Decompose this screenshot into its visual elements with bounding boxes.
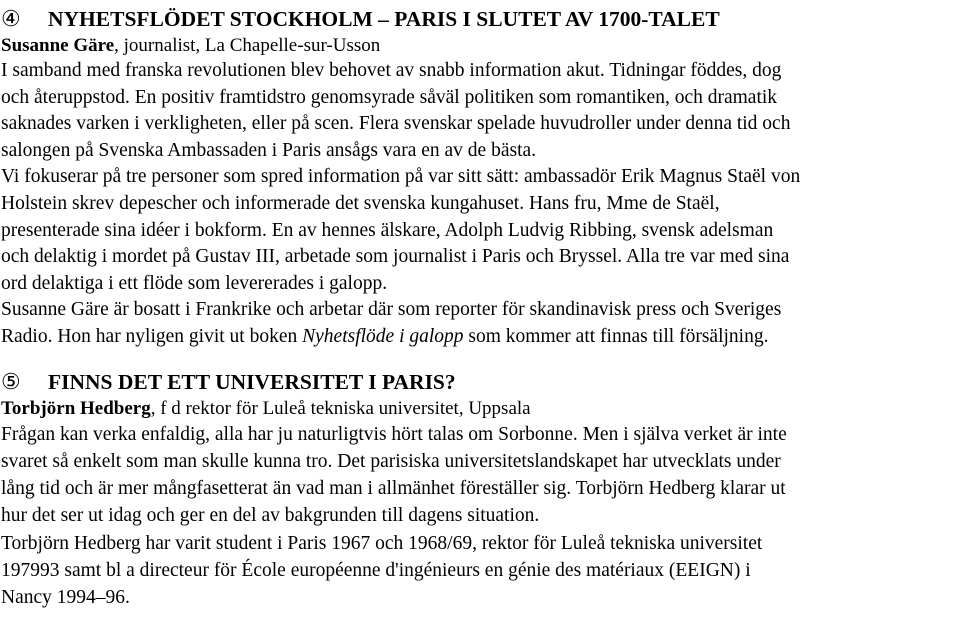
text-line: hur det ser ut idag och ger en del av bakgrunden till dagens situation. <box>1 505 540 527</box>
section-title: NYHETSFLÖDET STOCKHOLM – PARIS I SLUTET AV 1700-TALET <box>48 7 720 31</box>
text-line: Torbjörn Hedberg har varit student i Paris 1967 och 1968/69, rektor för Luleå tekniska universitet <box>1 532 763 554</box>
byline <box>1 397 959 421</box>
text-line: I samband med franska revolutionen blev behovet av snabb information akut. Tidningar föddes, dog <box>1 60 782 81</box>
section-heading <box>1 367 959 397</box>
text-line: Nancy 1994–96. <box>1 587 130 609</box>
text-line: saknades varken i verkligheten, eller på scen. Flera svenskar spelade huvudroller under denna tid och <box>1 113 791 135</box>
section-4 <box>1 4 959 351</box>
text-line: lång tid och är mer mångfasetterat än vad man i allmänhet föreställer sig. Torbjörn Hedberg klarar ut <box>1 478 786 500</box>
section-body <box>1 421 959 612</box>
author-affiliation: , journalist, La Chapelle-sur-Usson <box>114 35 381 56</box>
text-line: presenterade sina idéer i bokform. En av hennes älskare, Adolph Ludvig Ribbing, svensk adelsman <box>1 219 774 241</box>
section-heading <box>1 4 959 34</box>
text-line: ord delaktiga i ett flöde som levererades i galopp. <box>1 272 388 294</box>
text-line: Radio. Hon har nyligen givit ut boken Nyhetsflöde i galopp som kommer att finnas till försäljning. <box>1 325 769 347</box>
author-name: Susanne Gäre <box>1 35 115 56</box>
text-line: salongen på Svenska Ambassaden i Paris ansågs vara en av de bästa. <box>1 139 537 161</box>
section-5 <box>1 367 959 612</box>
author-affiliation: , f d rektor för Luleå tekniska universitet, Uppsala <box>150 397 531 419</box>
text-line: 197993 samt bl a directeur för École européenne d'ingénieurs en génie des matériaux (EEIGN) i <box>1 560 751 582</box>
text-line: Holstein skrev depescher och informerade det svenska kungahuset. Hans fru, Mme de Staël, <box>1 192 720 214</box>
text-line: svaret så enkelt som man skulle kunna tro. Det parisiska universitetslandskapet har utvecklats under <box>1 450 781 472</box>
text-line: Susanne Gäre är bosatt i Frankrike och arbetar där som reporter för skandinavisk press och Sveriges <box>1 299 782 321</box>
author-name: Torbjörn Hedberg <box>1 397 151 419</box>
text-line: Vi fokuserar på tre personer som spred information på var sitt sätt: ambassadör Erik Magnus Staël von <box>1 166 801 188</box>
byline <box>1 34 959 58</box>
section-gap <box>1 351 959 367</box>
section-number: ⑤ <box>1 368 21 394</box>
section-body <box>1 58 959 351</box>
text-line: och återuppstod. En positiv framtidstro genomsyrade såväl politiken som romantiken, och dramatik <box>1 86 778 108</box>
text-line: och delaktig i mordet på Gustav III, arbetade som journalist i Paris och Bryssel. Alla tre var med sina <box>1 246 790 268</box>
text-line: Frågan kan verka enfaldig, alla har ju naturligtvis hört talas om Sorbonne. Men i själva verket är inte <box>1 423 787 445</box>
book-title: Nyhetsflöde i galopp <box>302 325 464 347</box>
section-number: ④ <box>1 6 21 31</box>
section-title: FINNS DET ETT UNIVERSITET I PARIS? <box>48 369 456 394</box>
